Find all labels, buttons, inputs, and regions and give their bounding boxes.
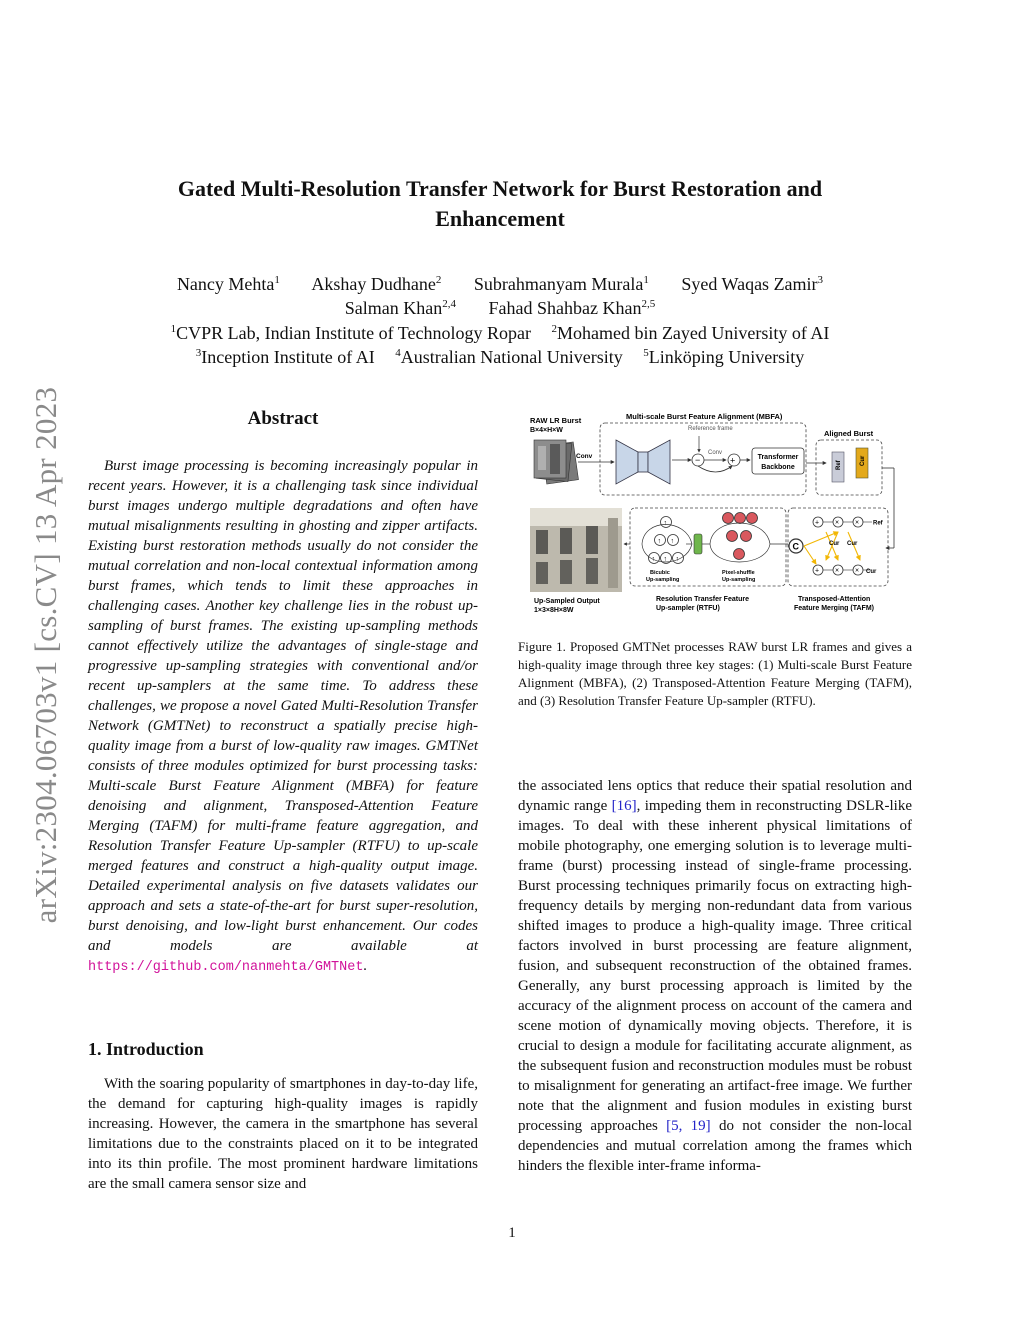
right-column-body <box>518 776 912 1176</box>
bicubic-label-2: Up-sampling <box>646 577 680 583</box>
svg-text:×: × <box>855 567 860 575</box>
pixelshuffle-branch <box>723 513 758 560</box>
affiliation: Linköping University <box>648 347 805 367</box>
pixelshuffle-label-1: Pixel-shuffle <box>722 570 755 576</box>
svg-text:↑: ↑ <box>663 556 667 563</box>
figure-caption: Figure 1. Proposed GMTNet processes RAW burst LR frames and gives a high-quality image through three key stages: (1) Multi-scale Burst Feature Alignment (MBFA), (2) Transposed-Attention Feature Merging (TAFM), and (3) Resolution Transfer Feature Up-sampler (RTFU). <box>518 639 912 708</box>
author: Syed Waqas Zamir <box>681 274 818 294</box>
svg-text:+: + <box>815 519 820 527</box>
citation-link[interactable]: [16] <box>611 798 637 814</box>
author-line-2 <box>100 292 900 320</box>
tafm-label-2: Feature Merging (TAFM) <box>794 605 874 612</box>
svg-text:↑: ↑ <box>675 556 679 563</box>
raw-dims-label: B×4×H×W <box>530 427 563 434</box>
paper-title: Gated Multi-Resolution Transfer Network for Burst Restoration and Enhancement <box>177 176 823 231</box>
page-number: 1 <box>508 1225 516 1241</box>
bottleneck-block <box>638 452 648 472</box>
plus-sign-icon: + <box>730 455 736 466</box>
author-affiliation-mark: 2,4 <box>442 298 456 310</box>
affiliation: Inception Institute of AI <box>201 347 375 367</box>
abstract-heading: Abstract <box>247 408 319 429</box>
svg-text:+: + <box>815 567 820 575</box>
tafm-cur-label-c: Cur <box>866 569 877 575</box>
author-affiliation-mark: 3 <box>817 274 824 286</box>
affiliation-number: 2 <box>551 323 557 335</box>
tafm-cur-label-a: Cur <box>829 541 840 547</box>
upsampled-output-image <box>530 508 622 592</box>
abstract-text: Burst image processing is becoming increasingly popular in recent years. However, it is a challenging task since individual burst images undergo multiple degradations and often have mutual misalignments resulting in ghosting and zipper artifacts. Existing burst restoration methods usually do not consider the mutual correlation and non-local contextual information among burst frames, which tends to limit these approaches in challenging cases. Another key challenge lies in the robust up-sampling of burst frames. The existing up-sampling methods cannot effectively utilize the advantages of single-stage and progressive up-sampling strategies with conventional and/or recent up-samplers at the same time. To address these challenges, we propose a novel Gated Multi-Resolution Transfer Network (GMTNet) to reconstruct a spatially precise high-quality image from a burst of low-quality raw images. GMTNet consists of three modules optimized for burst processing tasks: Multi-scale Burst Feature Alignment (MBFA) for feature denoising and alignment, Transposed-Attention Feature Merging (TAFM) for multi-frame feature aggregation, and Resolution Transfer Feature Up-sampler (RTFU) to up-scale merged features and construct a high-quality output image. Detailed experimental analysis on five datasets validates our approach and sets a state-of-the-art for burst super-resolution, burst denoising, and low-light burst enhancement. Our codes and models are available at <box>88 458 478 954</box>
introduction-body <box>88 1074 478 1194</box>
svg-text:×: × <box>835 519 840 527</box>
backbone-label: Backbone <box>761 464 795 471</box>
author-affiliation-mark: 1 <box>643 274 649 286</box>
svg-text:↑: ↑ <box>663 520 667 527</box>
affiliation-number: 5 <box>643 347 649 359</box>
raw-burst-stack <box>534 440 578 484</box>
ref-label: Ref <box>836 460 842 470</box>
concat-label: C <box>792 541 799 552</box>
mbfa-title: Multi-scale Burst Feature Alignment (MBFA) <box>626 412 783 421</box>
introduction-paragraph: With the soaring popularity of smartphones in day-to-day life, the demand for capturing high-quality images is rapidly increasing. However, the camera in the smartphone has several limitations due to the constraints placed on it to be integrated into its thin profile. The most prominent hardware limitations are the small camera sensor size and <box>88 1076 478 1192</box>
affiliation: Mohamed bin Zayed University of AI <box>556 323 830 343</box>
affiliation-number: 1 <box>170 323 177 335</box>
affiliation-number: 3 <box>195 347 202 359</box>
arxiv-identifier: arXiv:2304.06703v1 [cs.CV] 13 Apr 2023 <box>28 386 63 924</box>
rtfu-label-2: Up-sampler (RTFU) <box>656 605 720 612</box>
author: Akshay Dudhane <box>311 274 436 294</box>
transformer-label: Transformer <box>757 454 799 461</box>
bicubic-label-1: Bicubic <box>650 570 670 576</box>
section-heading-introduction: 1. Introduction <box>88 1039 204 1059</box>
affiliation: Australian National University <box>400 347 623 367</box>
gate-block <box>694 534 702 554</box>
tafm-cur-label-b: Cur <box>847 541 858 547</box>
svg-text:↑: ↑ <box>670 538 674 545</box>
body-text: , impeding them in reconstructing DSLR-like images. To deal with these inherent physical limitations of mobile photography, one emerging solution is to leverage multi-frame (burst) processing instead of single-frame processing. Burst processing techniques primarily focus on extracting high-frequency details by merging non-redundant data from various shifted images to produce a high-quality image. Three critical factors involved in burst processing are feature alignment, fusion, and subsequent reconstruction of the obtained frames. Generally, any burst processing approach is limited by the accuracy of the alignment process on account of the camera and scene motion of dynamically moving objects. Therefore, it is crucial to design a module for facilitating accurate alignment, as the subsequent fusion and reconstruction modules must be robust to misalignment for generating an artifact-free image. We further note that the alignment and fusion modules in existing burst processing approaches <box>518 798 912 1134</box>
conv-label-mid: Conv <box>708 450 723 456</box>
svg-text:↑: ↑ <box>657 538 661 545</box>
affiliation-line-2 <box>100 341 900 369</box>
pixelshuffle-label-2: Up-sampling <box>722 577 756 583</box>
author: Salman Khan <box>344 298 443 318</box>
tafm-label-1: Transposed-Attention <box>798 596 871 603</box>
author: Subrahmanyam Murala <box>473 274 644 294</box>
tafm-ref-label: Ref <box>873 520 883 527</box>
affiliation: CVPR Lab, Indian Institute of Technology Ropar <box>176 323 531 343</box>
author-affiliation-mark: 1 <box>274 274 280 286</box>
encoder-block <box>616 440 638 484</box>
aligned-burst-label: Aligned Burst <box>824 429 874 438</box>
abstract-period: . <box>363 958 368 974</box>
svg-text:×: × <box>855 519 860 527</box>
author: Fahad Shahbaz Khan <box>488 298 642 318</box>
reference-frame-label: Reference frame <box>688 426 733 432</box>
author-affiliation-mark: 2,5 <box>641 298 656 310</box>
citation-link[interactable]: [5, 19] <box>666 1118 711 1134</box>
decoder-block <box>648 440 670 484</box>
minus-sign-icon: − <box>695 455 701 465</box>
upsampled-output-label: Up-Sampled Output <box>534 598 600 605</box>
svg-text:↑: ↑ <box>651 556 655 563</box>
right-column-paragraph <box>518 776 912 1176</box>
abstract-body <box>88 456 478 978</box>
rtfu-label-1: Resolution Transfer Feature <box>656 596 749 603</box>
author-affiliation-mark: 2 <box>435 274 442 286</box>
body-text: do not consider the non-local dependencies and mutual correlation among the frames which hinders the flexible inter-frame informa- <box>518 1118 913 1174</box>
cur-label: Cur <box>860 455 866 466</box>
svg-text:×: × <box>835 567 840 575</box>
affiliation-number: 4 <box>395 347 401 359</box>
body-text: the associated lens optics that reduce their spatial resolution and dynamic range <box>518 778 912 814</box>
author: Nancy Mehta <box>176 274 275 294</box>
conv-label-left: Conv <box>576 453 593 460</box>
code-link[interactable]: https://github.com/nanmehta/GMTNet <box>88 960 364 975</box>
raw-lr-burst-label: RAW LR Burst <box>530 416 582 425</box>
output-dims-label: 1×3×8H×8W <box>534 607 574 614</box>
architecture-figure <box>526 408 914 618</box>
aligned-burst-box <box>816 440 882 495</box>
